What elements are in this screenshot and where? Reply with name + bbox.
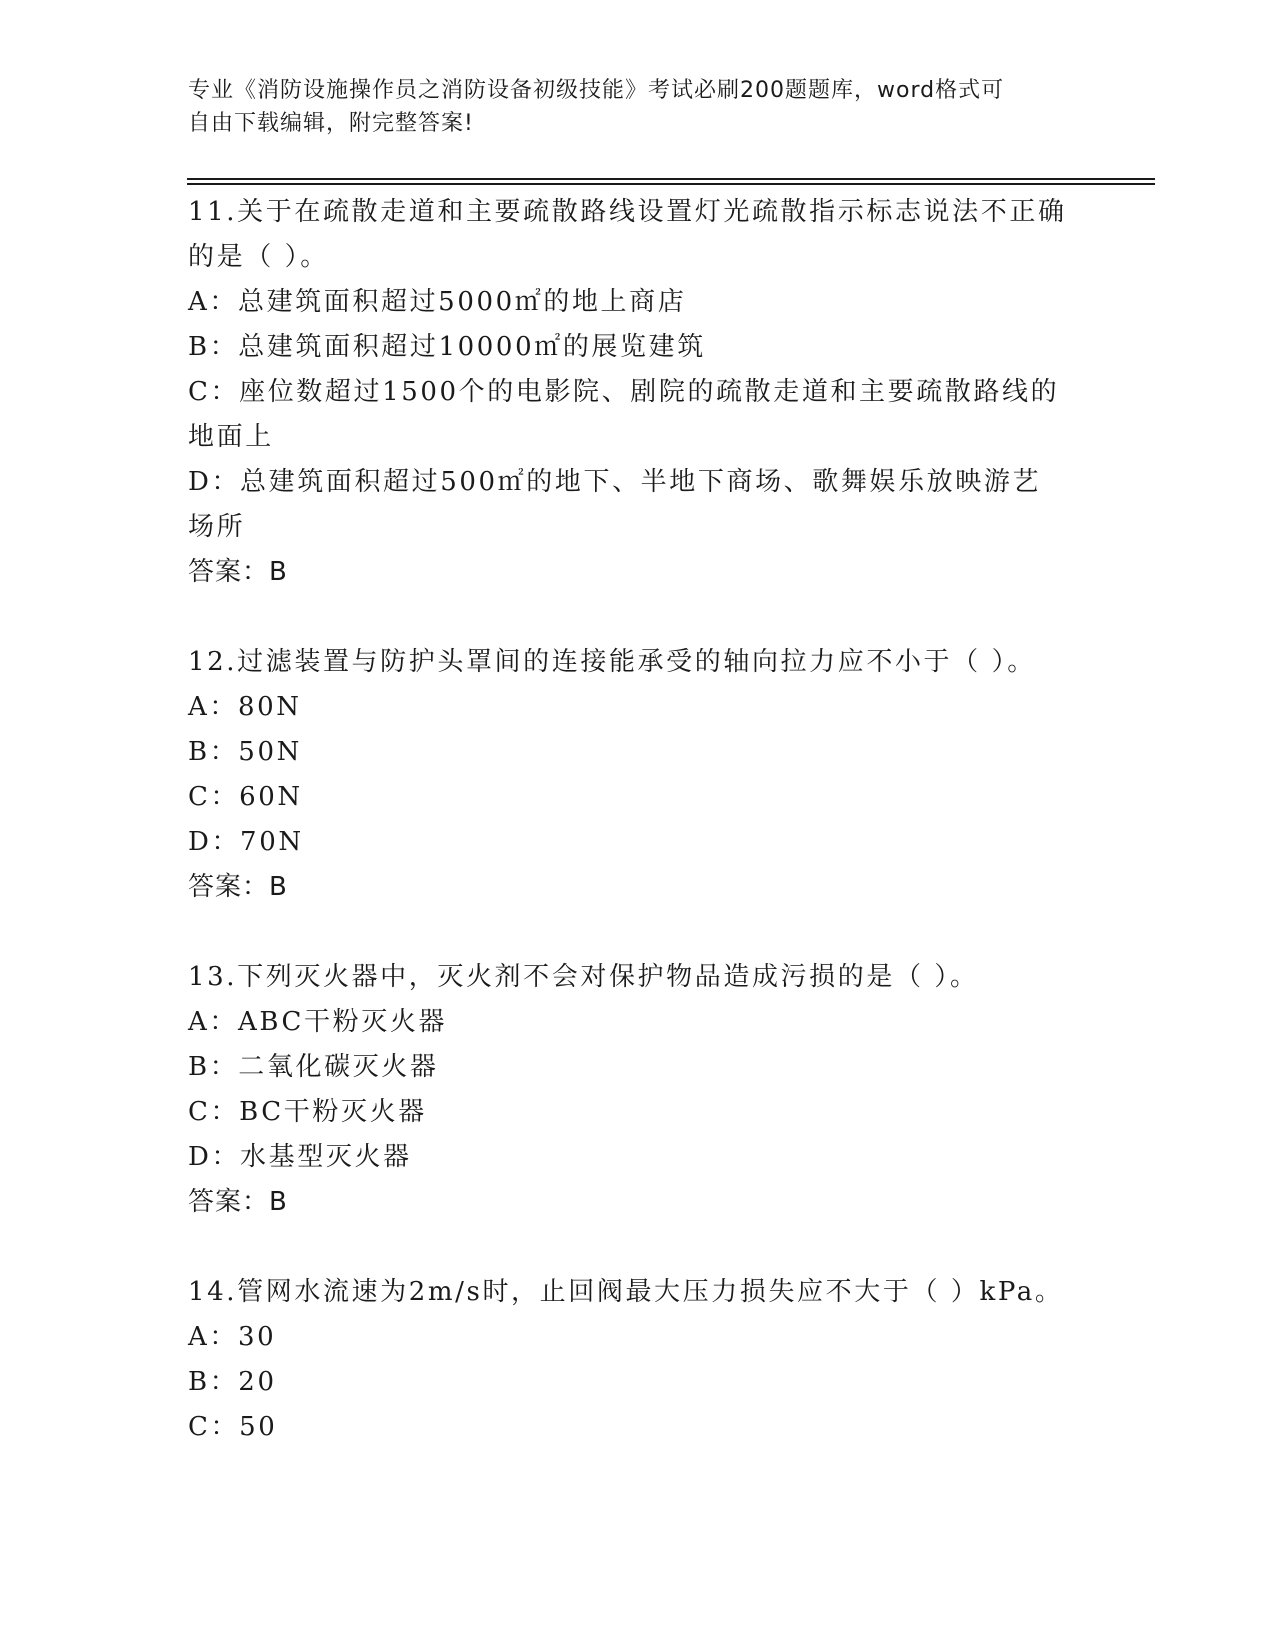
- question-11: [188, 190, 1088, 595]
- option-b: B：总建筑面积超过10000㎡的展览建筑: [188, 332, 706, 362]
- option-c: C：座位数超过1500个的电影院、剧院的疏散走道和主要疏散路线的地面上: [188, 377, 1060, 452]
- spacer: [188, 1225, 1088, 1270]
- question-stem: 11.关于在疏散走道和主要疏散路线设置灯光疏散指示标志说法不正确的是（ ）。: [188, 197, 1067, 272]
- question-14: [188, 1270, 1088, 1450]
- question-list: [188, 190, 1088, 1450]
- header-line-1: 专业《消防设施操作员之消防设备初级技能》考试必刷200题题库，word格式可: [188, 78, 1005, 103]
- header-line-2: 自由下载编辑，附完整答案!: [188, 111, 474, 136]
- option-d: D：水基型灭火器: [188, 1142, 412, 1172]
- question-stem: 13.下列灭火器中，灭火剂不会对保护物品造成污损的是（ ）。: [188, 962, 979, 992]
- answer: 答案：B: [188, 1187, 288, 1217]
- option-c: C：60N: [188, 782, 303, 812]
- option-a: A：ABC干粉灭火器: [188, 1007, 448, 1037]
- spacer: [188, 910, 1088, 955]
- option-a: A：80N: [188, 692, 302, 722]
- answer: 答案：B: [188, 557, 288, 587]
- option-a: A：总建筑面积超过5000㎡的地上商店: [188, 287, 687, 317]
- question-stem: 12.过滤装置与防护头罩间的连接能承受的轴向拉力应不小于（ ）。: [188, 647, 1036, 677]
- question-12: [188, 640, 1088, 910]
- spacer: [188, 595, 1088, 640]
- document-header: [188, 74, 1068, 140]
- option-a: A：30: [188, 1322, 277, 1352]
- option-c: C：BC干粉灭火器: [188, 1097, 427, 1127]
- question-13: [188, 955, 1088, 1225]
- option-b: B：50N: [188, 737, 302, 767]
- option-b: B：20: [188, 1367, 277, 1397]
- option-b: B：二氧化碳灭火器: [188, 1052, 439, 1082]
- header-divider-bottom: [187, 183, 1155, 185]
- option-d: D：总建筑面积超过500㎡的地下、半地下商场、歌舞娱乐放映游艺场所: [188, 467, 1042, 542]
- answer: 答案：B: [188, 872, 288, 902]
- header-divider-top: [187, 178, 1155, 180]
- option-c: C：50: [188, 1412, 278, 1442]
- option-d: D：70N: [188, 827, 304, 857]
- question-stem: 14.管网水流速为2m/s时，止回阀最大压力损失应不大于（ ）kPa。: [188, 1277, 1064, 1307]
